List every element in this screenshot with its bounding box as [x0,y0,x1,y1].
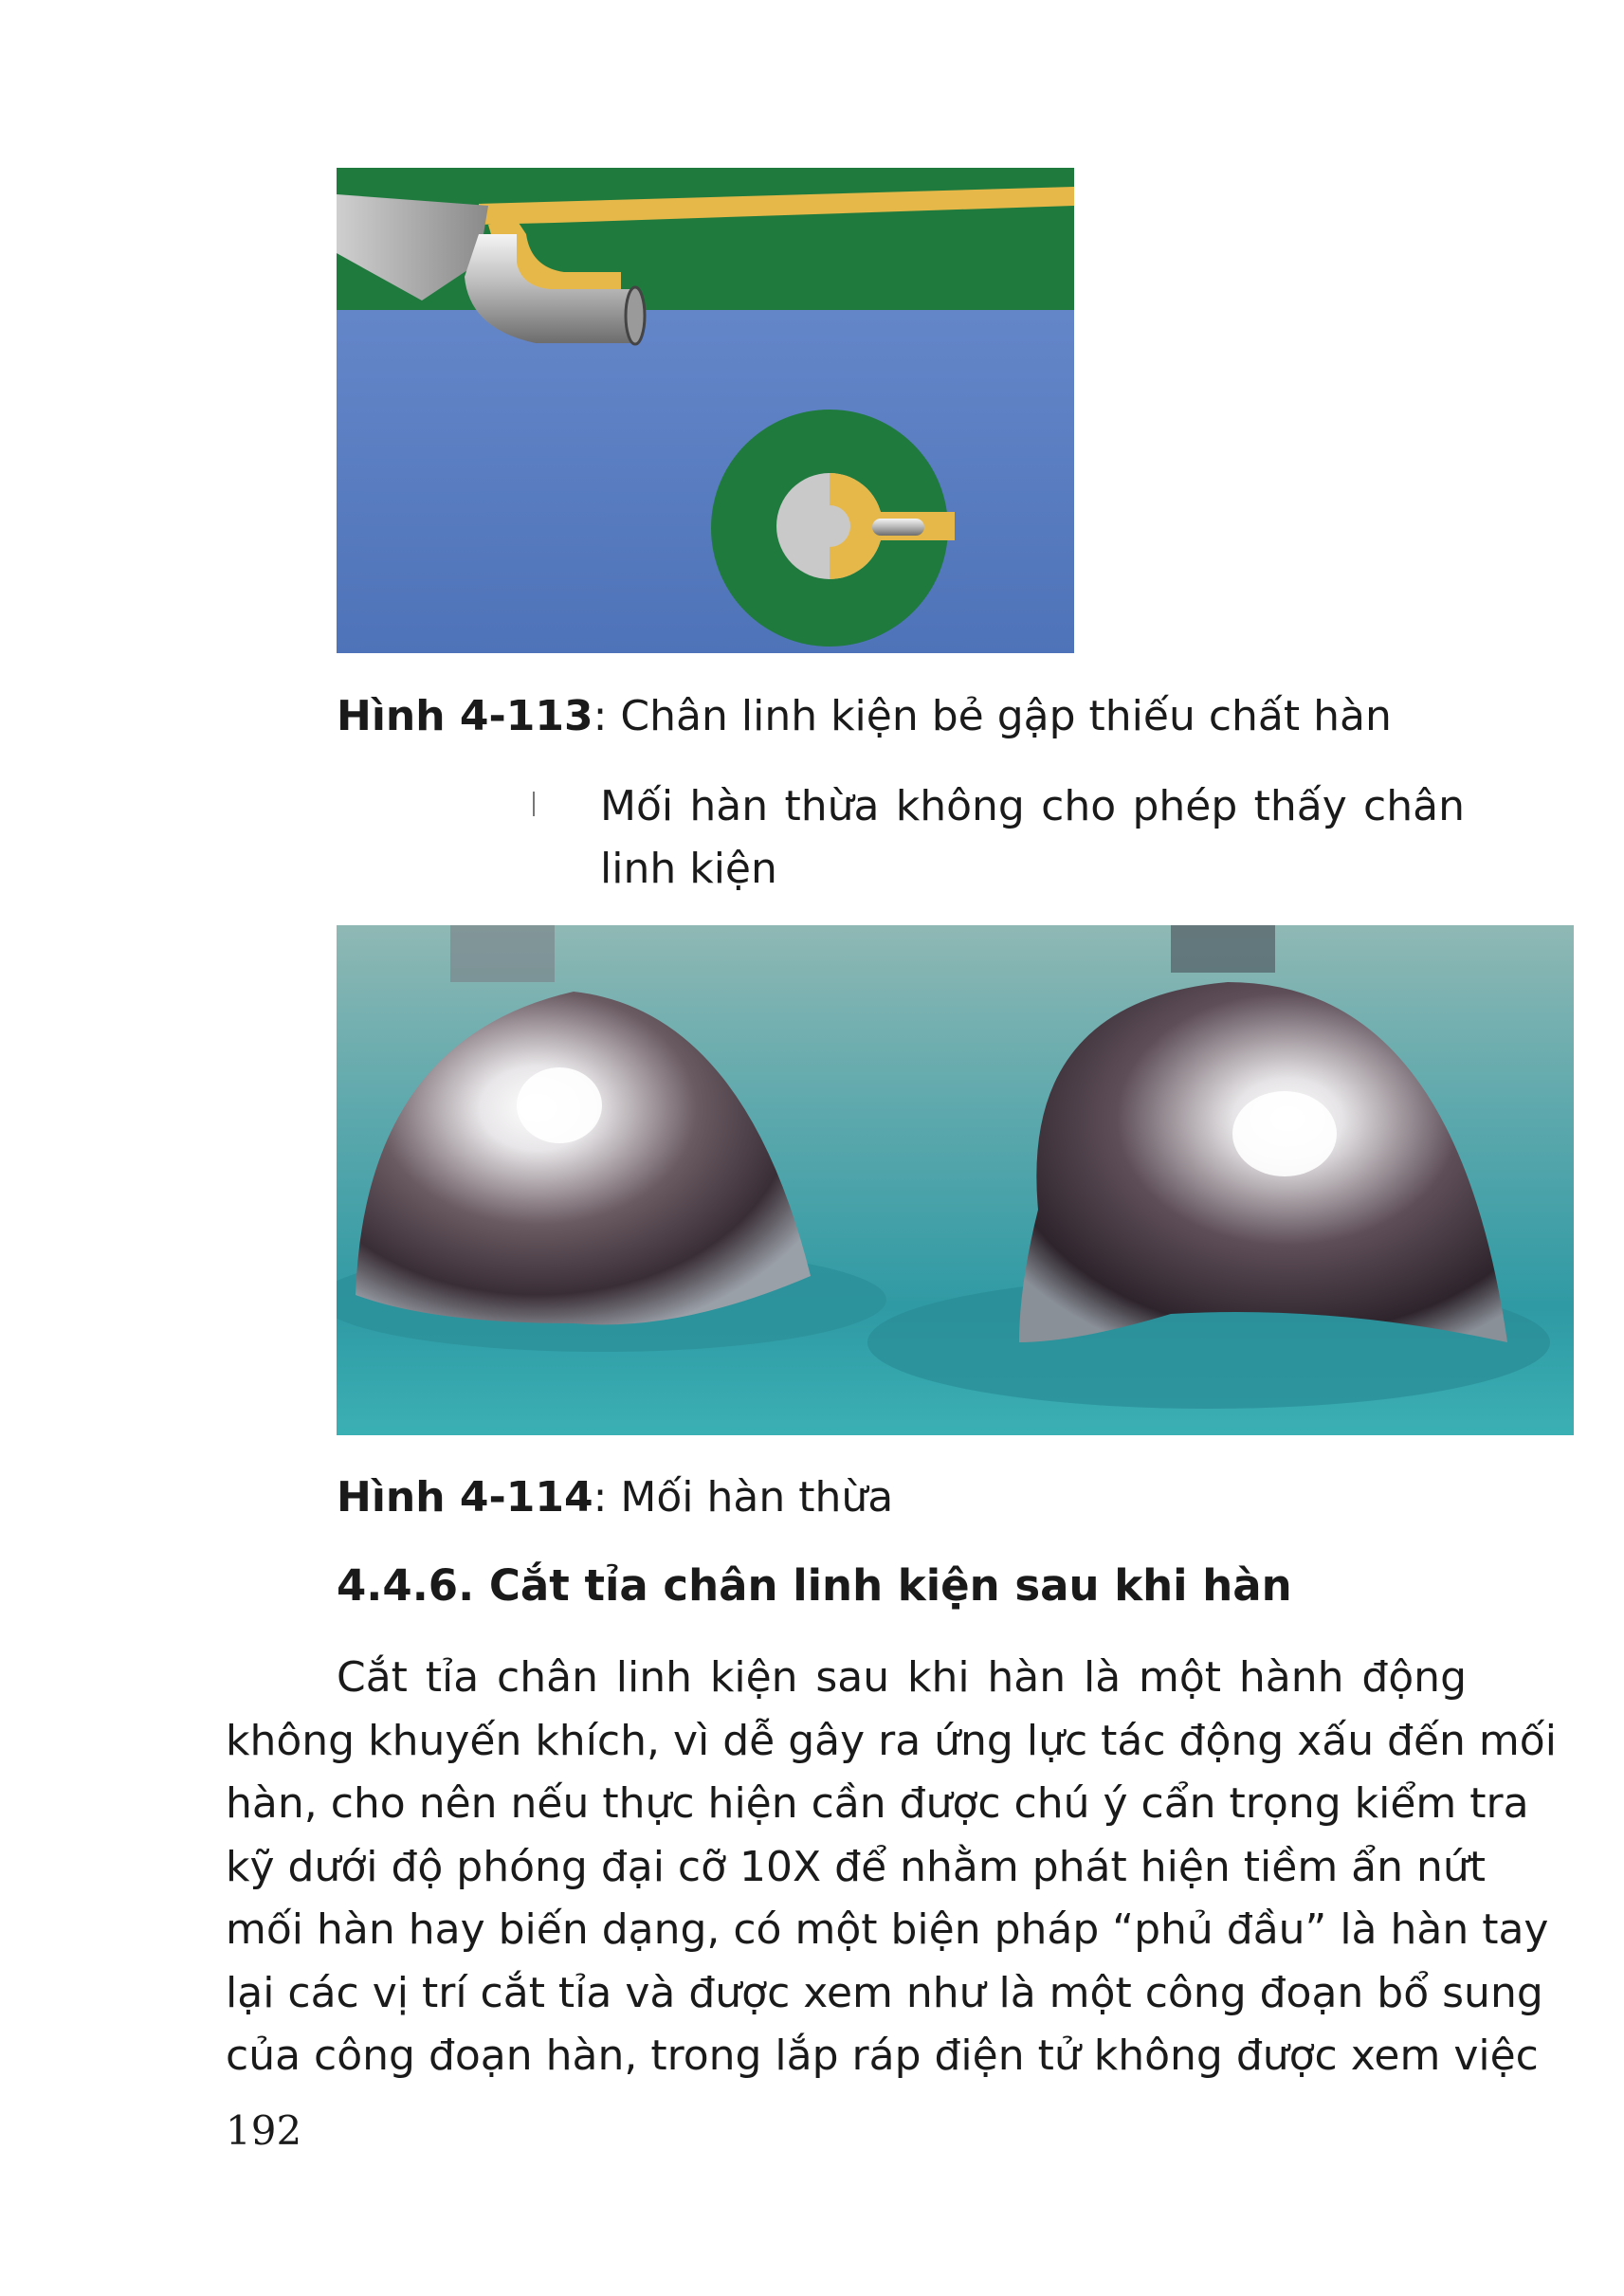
caption-label: Hình 4-113 [337,692,593,740]
bullet-marker [533,792,535,816]
paragraph-line: không khuyến khích, vì dễ gây ra ứng lực tác động xấu đến mối [226,1716,1557,1765]
page-number: 192 [226,2107,302,2154]
highlight-left [517,1067,602,1143]
excess-solder-photo [337,925,1574,1435]
paragraph-line: kỹ dưới độ phóng đại cỡ 10X để nhằm phát hiện tiềm ẩn nứt [226,1842,1487,1891]
section-heading: 4.4.6. Cắt tỉa chân linh kiện sau khi hàn [337,1560,1292,1611]
lead-stub-left [450,925,555,982]
figure-4-113-illustration [337,168,1074,653]
figure-4-114-photo [337,925,1574,1435]
paragraph-line: Cắt tỉa chân linh kiện sau khi hàn là một hành động [337,1653,1467,1702]
caption-text: : Chân linh kiện bẻ gập thiếu chất hàn [593,692,1392,740]
lead-in-hole [872,519,924,536]
paragraph-line: hàn, cho nên nếu thực hiện cần được chú ý cẩn trọng kiểm tra [226,1779,1529,1828]
caption-label: Hình 4-114 [337,1473,593,1522]
bullet-item [600,775,1465,901]
caption-text: : Mối hàn thừa [593,1473,894,1522]
lead-stub-right [1171,925,1275,973]
highlight-right [1232,1091,1337,1176]
paragraph-line: mối hàn hay biến dạng, có một biện pháp “phủ đầu” là hàn tay [226,1905,1549,1954]
bullet-line-2: linh kiện [600,845,777,893]
paragraph-line: của công đoạn hàn, trong lắp ráp điện tử không được xem việc [226,2032,1539,2080]
figure-4-113-caption [337,690,1392,743]
bullet-line-1: Mối hàn thừa không cho phép thấy chân [600,782,1465,830]
body-paragraph [226,1647,1557,2088]
bent-lead-diagram [337,168,1074,653]
lead-cut-end [626,287,645,344]
figure-4-114-caption [337,1471,893,1524]
paragraph-line: lại các vị trí cắt tỉa và được xem như là một công đoạn bổ sung [226,1968,1543,2017]
